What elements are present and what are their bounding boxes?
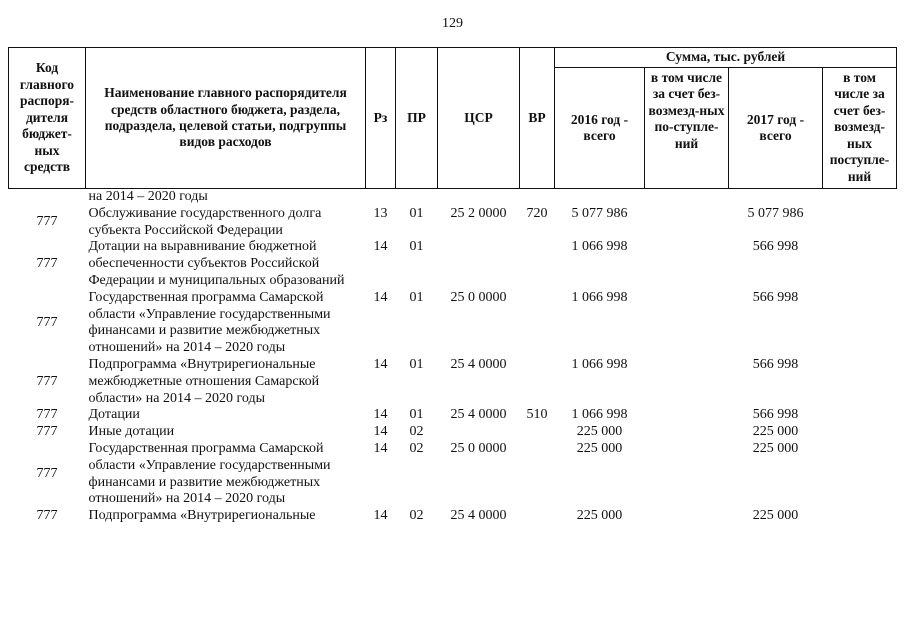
row-pr: 02 xyxy=(409,440,424,456)
row-sum-2017: 225 000 xyxy=(752,440,799,456)
table-row xyxy=(9,206,897,240)
row-code: 777 xyxy=(36,214,58,230)
row-sum-2017: 566 998 xyxy=(752,407,799,423)
row-name: Подпрограмма «Внутрирегиональные xyxy=(88,508,316,524)
table-row xyxy=(9,189,897,206)
row-sum-2016: 225 000 xyxy=(576,508,623,524)
row-code: 777 xyxy=(36,466,58,482)
table-row xyxy=(9,357,897,407)
row-vr xyxy=(520,441,555,508)
row-grants-2016 xyxy=(645,189,729,206)
row-rz: 13 xyxy=(373,205,388,221)
row-grants-2016 xyxy=(645,407,729,424)
row-pr: 02 xyxy=(409,508,424,524)
row-code: 777 xyxy=(36,407,58,423)
row-grants-2016 xyxy=(645,239,729,289)
row-vr xyxy=(520,424,555,441)
row-rz: 14 xyxy=(373,424,388,440)
table-row xyxy=(9,441,897,508)
page-number: 129 xyxy=(442,16,463,31)
row-grants-2017 xyxy=(823,239,897,289)
row-vr xyxy=(520,508,555,525)
row-sum-2017 xyxy=(729,189,823,206)
header-2016-grants: в том числе за счет без-возмезд-ных по-ступле-ний xyxy=(645,68,729,189)
row-sum-2017: 566 998 xyxy=(752,289,799,305)
row-sum-2017: 566 998 xyxy=(752,356,799,372)
row-csr: 25 4 0000 xyxy=(450,508,507,524)
row-rz: 14 xyxy=(373,356,388,372)
row-pr xyxy=(396,189,438,206)
row-rz: 14 xyxy=(373,508,388,524)
row-pr: 01 xyxy=(409,289,424,305)
row-csr: 25 0 0000 xyxy=(450,440,507,456)
header-2016-total: 2016 год - всего xyxy=(555,68,645,189)
row-sum-2017: 225 000 xyxy=(752,424,799,440)
row-name: Государственная программа Самарской области «Управление государственными финансами и развитие межбюджетных отношений» на 2014 – 2020 годы xyxy=(88,289,331,356)
row-sum-2016 xyxy=(555,189,645,206)
row-csr: 25 0 0000 xyxy=(450,289,507,305)
row-rz: 14 xyxy=(373,289,388,305)
row-grants-2016 xyxy=(645,290,729,357)
header-sum-group: Сумма, тыс. рублей xyxy=(555,48,897,68)
row-vr xyxy=(520,357,555,407)
row-name: Дотации xyxy=(88,407,140,423)
row-rz: 14 xyxy=(373,239,388,255)
row-grants-2017 xyxy=(823,290,897,357)
header-code: Код главного распоря-дителя бюджет-ных средств xyxy=(9,48,86,189)
row-pr: 01 xyxy=(409,356,424,372)
table-header xyxy=(9,48,897,189)
header-2017-total: 2017 год - всего xyxy=(729,68,823,189)
row-pr: 02 xyxy=(409,424,424,440)
row-sum-2016: 5 077 986 xyxy=(571,205,628,221)
row-grants-2016 xyxy=(645,206,729,240)
row-name: Иные дотации xyxy=(88,424,175,440)
row-grants-2017 xyxy=(823,508,897,525)
row-csr xyxy=(438,424,520,441)
row-sum-2016: 1 066 998 xyxy=(571,239,628,255)
row-csr: 25 2 0000 xyxy=(450,205,507,221)
header-csr: ЦСР xyxy=(438,48,520,189)
row-csr: 25 4 0000 xyxy=(450,407,507,423)
row-sum-2016: 225 000 xyxy=(576,424,623,440)
table-row xyxy=(9,239,897,289)
table-row xyxy=(9,508,897,525)
row-vr xyxy=(520,189,555,206)
row-grants-2017 xyxy=(823,407,897,424)
row-rz: 14 xyxy=(373,440,388,456)
row-grants-2016 xyxy=(645,441,729,508)
row-grants-2016 xyxy=(645,424,729,441)
row-sum-2016: 1 066 998 xyxy=(571,407,628,423)
row-name: на 2014 – 2020 годы xyxy=(88,189,208,204)
row-code: 777 xyxy=(36,424,58,440)
table-body xyxy=(9,189,897,525)
budget-table xyxy=(8,47,897,525)
row-name: Подпрограмма «Внутрирегиональные межбюджетные отношения Самарской области» на 2014 – 2020 годы xyxy=(88,356,320,406)
row-name: Обслуживание государственного долга субъекта Российской Федерации xyxy=(88,205,322,238)
row-sum-2016: 225 000 xyxy=(576,440,623,456)
row-pr: 01 xyxy=(409,407,424,423)
row-grants-2016 xyxy=(645,357,729,407)
row-grants-2017 xyxy=(823,357,897,407)
row-grants-2017 xyxy=(823,189,897,206)
row-pr: 01 xyxy=(409,239,424,255)
row-sum-2017: 5 077 986 xyxy=(747,205,804,221)
table-row xyxy=(9,407,897,424)
header-2017-grants: в том числе за счет без-возмезд-ных поступле-ний xyxy=(823,68,897,189)
header-pr: ПР xyxy=(396,48,438,189)
row-vr: 720 xyxy=(526,205,548,221)
row-csr: 25 4 0000 xyxy=(450,356,507,372)
row-grants-2017 xyxy=(823,441,897,508)
header-rz: Рз xyxy=(366,48,396,189)
row-grants-2017 xyxy=(823,424,897,441)
row-code xyxy=(9,189,86,206)
row-sum-2017: 566 998 xyxy=(752,239,799,255)
row-vr: 510 xyxy=(526,407,548,423)
row-pr: 01 xyxy=(409,205,424,221)
row-grants-2016 xyxy=(645,508,729,525)
table-row xyxy=(9,290,897,357)
row-code: 777 xyxy=(36,314,58,330)
row-name: Дотации на выравнивание бюджетной обеспеченности субъектов Российской Федерации и муниципальных образований xyxy=(88,239,345,288)
row-csr xyxy=(438,239,520,289)
row-code: 777 xyxy=(36,256,58,272)
row-code: 777 xyxy=(36,508,58,524)
row-rz: 14 xyxy=(373,407,388,423)
row-vr xyxy=(520,290,555,357)
row-grants-2017 xyxy=(823,206,897,240)
row-csr xyxy=(438,189,520,206)
row-sum-2016: 1 066 998 xyxy=(571,289,628,305)
row-sum-2016: 1 066 998 xyxy=(571,356,628,372)
row-name: Государственная программа Самарской области «Управление государственными финансами и развитие межбюджетных отношений» на 2014 – 2020 годы xyxy=(88,440,331,507)
row-code: 777 xyxy=(36,373,58,389)
row-sum-2017: 225 000 xyxy=(752,508,799,524)
table-row xyxy=(9,424,897,441)
row-rz xyxy=(366,189,396,206)
header-name: Наименование главного распорядителя средств областного бюджета, раздела, подраздела, целевой статьи, подгруппы видов расходов xyxy=(86,48,366,189)
header-vr: ВР xyxy=(520,48,555,189)
row-vr xyxy=(520,239,555,289)
